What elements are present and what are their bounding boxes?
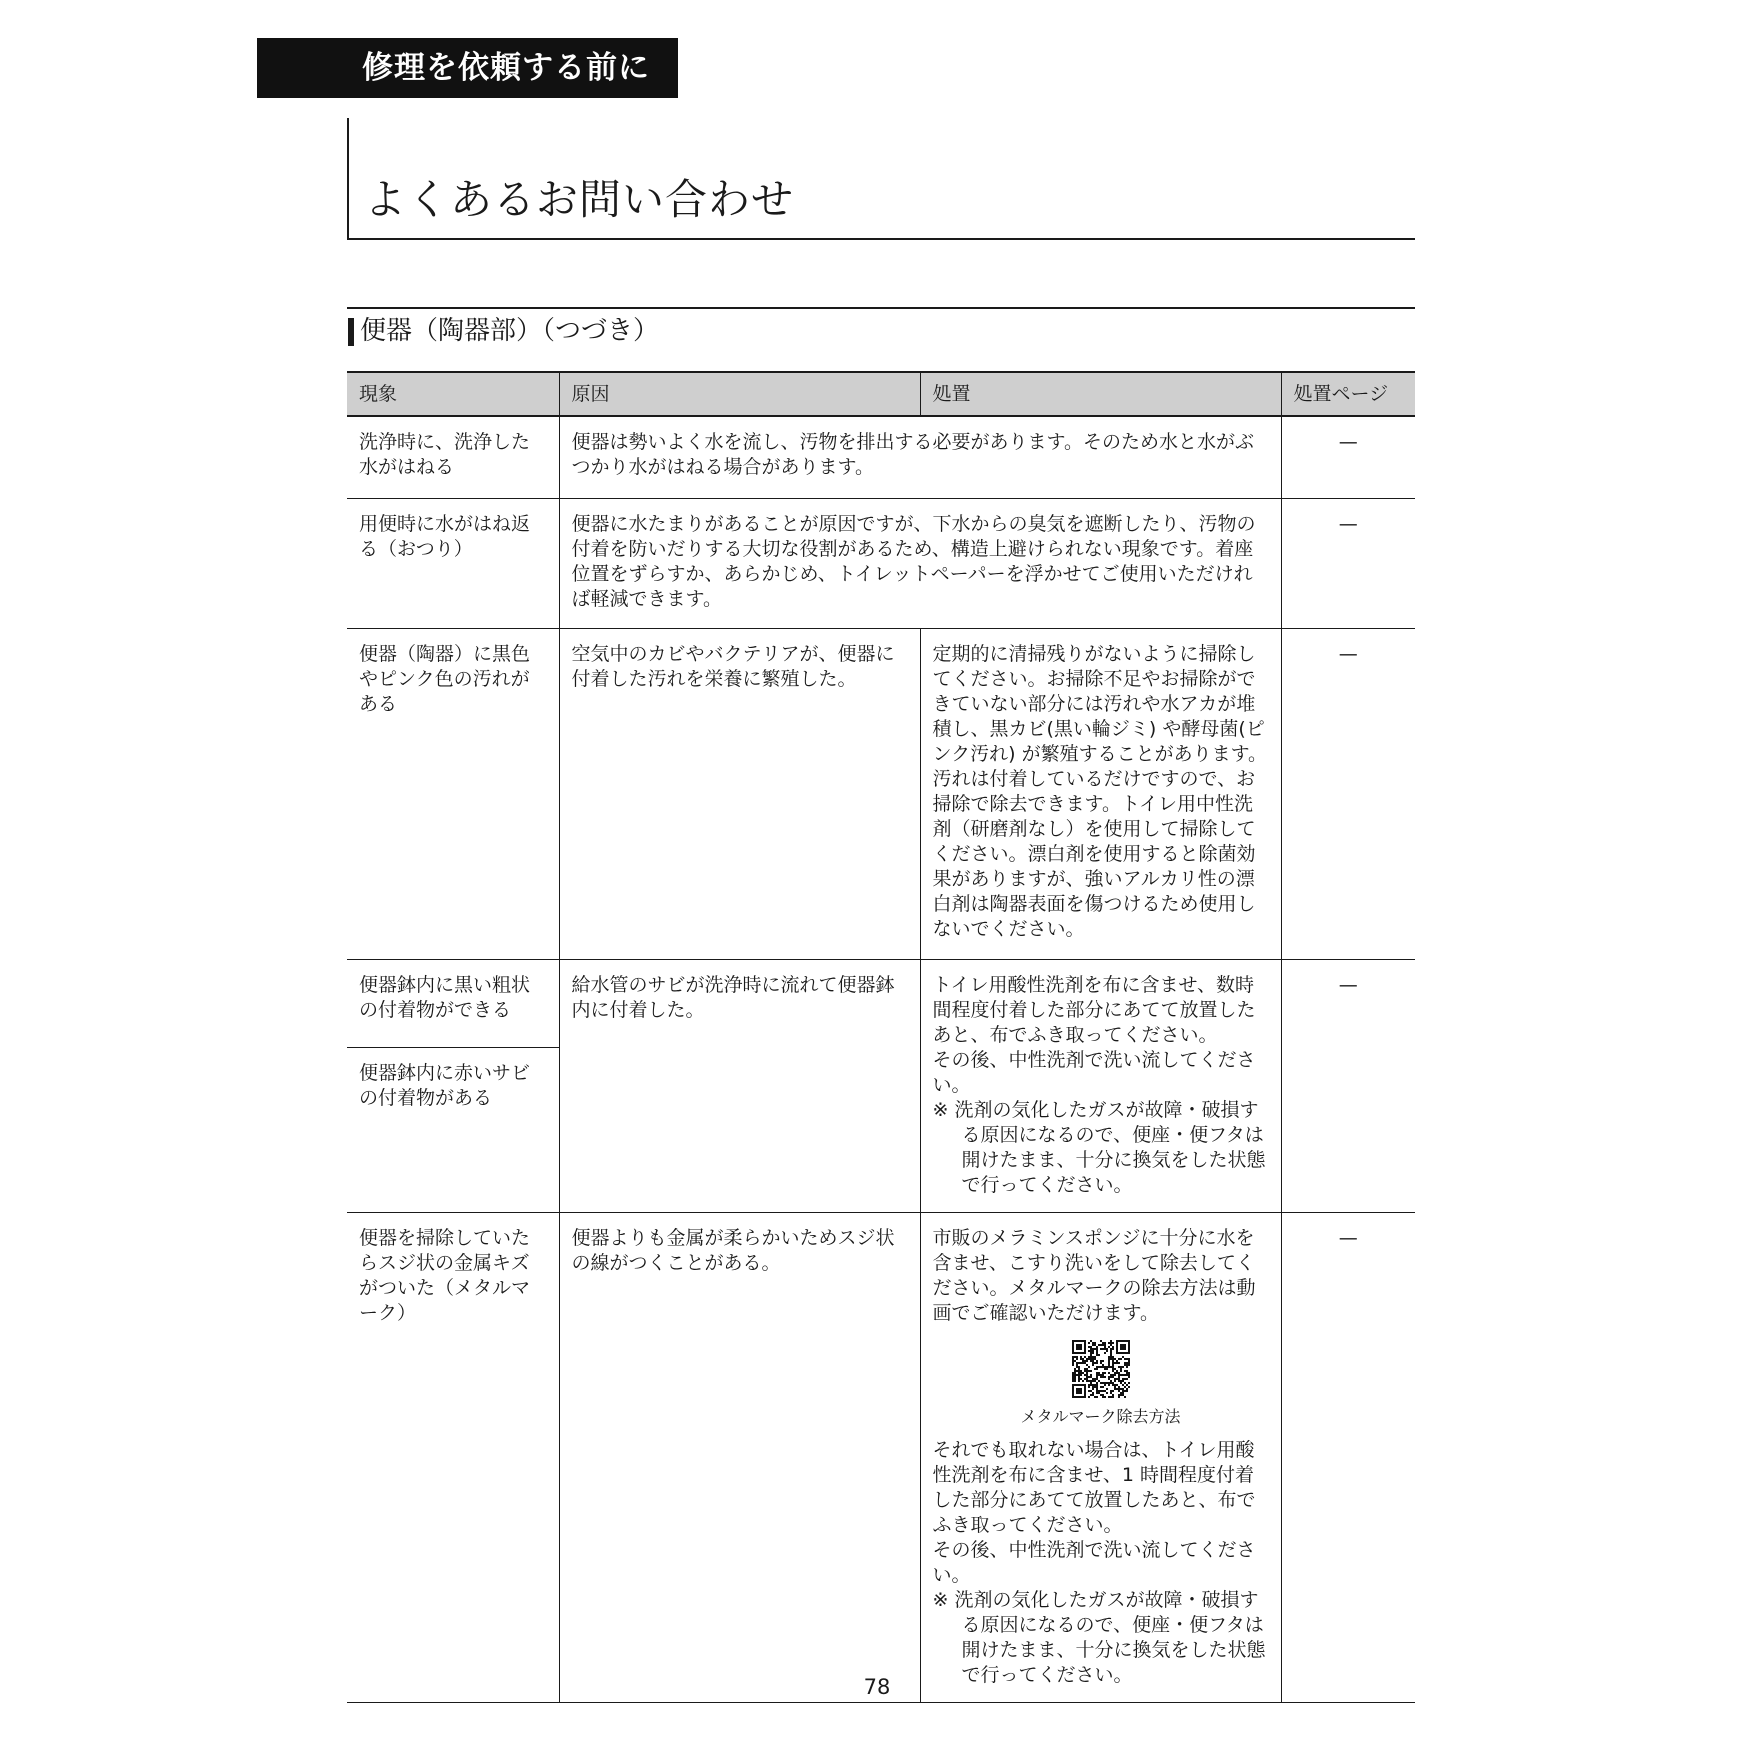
- table-row: [347, 498, 1415, 628]
- page-cell: —: [1281, 498, 1415, 628]
- title-horizontal-rule: [347, 238, 1415, 240]
- qr-block: [933, 1340, 1269, 1428]
- section-marker-bar: [348, 318, 354, 346]
- action-text-2: その後、中性洗剤で洗い流してください。: [932, 1538, 1256, 1586]
- chapter-tab: 修理を依頼する前に: [257, 38, 678, 98]
- header-page: 処置ページ: [1281, 372, 1415, 416]
- header-action: 処置: [920, 372, 1281, 416]
- header-cause: 原因: [559, 372, 920, 416]
- caution-note: ※ 洗剤の気化したガスが故障・破損する原因になるので、便座・便フタは開けたまま、十分に換気をした状態で行ってください。: [932, 1098, 1266, 1196]
- page-title: よくあるお問い合わせ: [364, 175, 795, 224]
- page-cell: —: [1281, 628, 1415, 959]
- action-text: 市販のメラミンスポンジに十分に水を含ませ、こすり洗いをして除去してください。メタルマークの除去方法は動画でご確認いただけます。: [932, 1226, 1256, 1324]
- faq-table: [347, 371, 1415, 1703]
- title-vertical-rule: [347, 118, 349, 240]
- cause-action-cell: 便器に水たまりがあることが原因ですが、下水からの臭気を遮断したり、汚物の付着を防いだりする大切な役割があるため、構造上避けられない現象です。着座位置をずらすか、あらかじめ、トイレットペーパーを浮かせてご使用いただければ軽減できます。: [559, 498, 1281, 628]
- symptom-cell: 便器鉢内に赤いサビの付着物がある: [347, 1047, 559, 1212]
- cause-cell: 便器よりも金属が柔らかいためスジ状の線がつくことがある。: [559, 1212, 920, 1702]
- header-symptom: 現象: [347, 372, 559, 416]
- table-row: [347, 1212, 1415, 1702]
- symptom-cell: 便器鉢内に黒い粗状の付着物ができる: [347, 959, 559, 1047]
- page-cell: —: [1281, 416, 1415, 498]
- action-text-2: その後、中性洗剤で洗い流してください。: [932, 1048, 1256, 1096]
- cause-cell: 給水管のサビが洗浄時に流れて便器鉢内に付着した。: [559, 959, 920, 1212]
- page-cell: —: [1281, 1212, 1415, 1702]
- symptom-cell: 洗浄時に、洗浄した水がはねる: [347, 416, 559, 498]
- table-row: [347, 416, 1415, 498]
- section-title: 便器（陶器部）（つづき）: [360, 316, 660, 346]
- page-cell: —: [1281, 959, 1415, 1212]
- symptom-cell: 用便時に水がはね返る（おつり）: [347, 498, 559, 628]
- table-header-row: [347, 372, 1415, 416]
- table-row: [347, 959, 1415, 1047]
- page-number: 78: [863, 1675, 891, 1699]
- action-text: トイレ用酸性洗剤を布に含ませ、数時間程度付着した部分にあてて放置したあと、布でふき取ってください。: [932, 973, 1256, 1046]
- symptom-cell: 便器（陶器）に黒色やピンク色の汚れがある: [347, 628, 559, 959]
- action-cell: [920, 1212, 1281, 1702]
- qr-caption: メタルマーク除去方法: [1020, 1406, 1181, 1426]
- symptom-cell: 便器を掃除していたらスジ状の金属キズがついた（メタルマーク）: [347, 1212, 559, 1702]
- qr-code-icon[interactable]: [1072, 1340, 1130, 1398]
- action-text-after: それでも取れない場合は、トイレ用酸性洗剤を布に含ませ、1 時間程度付着した部分にあてて放置したあと、布でふき取ってください。: [932, 1438, 1256, 1536]
- caution-note: ※ 洗剤の気化したガスが故障・破損する原因になるので、便座・便フタは開けたまま、十分に換気をした状態で行ってください。: [932, 1588, 1266, 1686]
- cause-cell: 空気中のカビやバクテリアが、便器に付着した汚れを栄養に繁殖した。: [559, 628, 920, 959]
- action-cell: 定期的に清掃残りがないように掃除してください。お掃除不足やお掃除ができていない部分には汚れや水アカが堆積し、黒カビ(黒い輪ジミ) や酵母菌(ピンク汚れ) が繁殖することがあります。汚れは付着しているだけですので、お掃除で除去できます。トイレ用中性洗剤（研磨剤なし）を使用して掃除してください。漂白剤を使用すると除菌効果がありますが、強いアルカリ性の漂白剤は陶器表面を傷つけるため使用しないでください。: [920, 628, 1281, 959]
- table-row: [347, 628, 1415, 959]
- cause-action-cell: 便器は勢いよく水を流し、汚物を排出する必要があります。そのため水と水がぶつかり水がはねる場合があります。: [559, 416, 1281, 498]
- action-cell: [920, 959, 1281, 1212]
